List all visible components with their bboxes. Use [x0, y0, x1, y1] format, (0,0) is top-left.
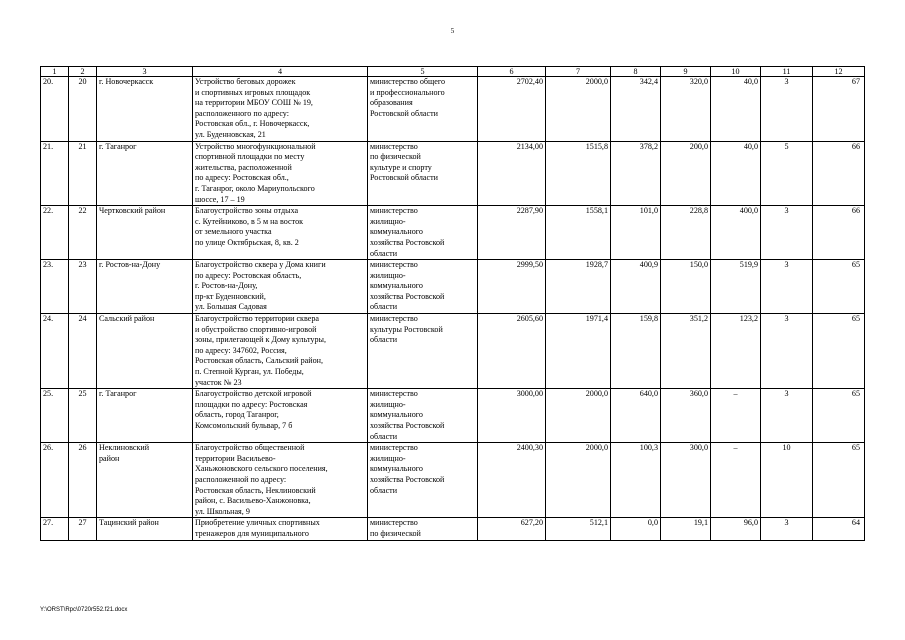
ministry-cell: министерство жилищно- коммунального хозяйства Ростовской области	[368, 260, 478, 314]
column-number: 7	[546, 67, 611, 77]
column-number: 12	[813, 67, 865, 77]
value-cell: 101,0	[611, 206, 661, 260]
project-cell: Устройство беговых дорожек и спортивных игровых площадок на территории МБОУ СОШ № 19, расположенного по адресу: Ростовская обл., г. Новочеркасск, ул. Буденновская, 21	[193, 77, 368, 142]
ministry-cell: министерство общего и профессионального образования Ростовской области	[368, 77, 478, 142]
value-cell: 2000,0	[546, 443, 611, 518]
row-number: 26.	[41, 443, 69, 518]
value-cell: 40,0	[711, 141, 761, 206]
value-cell: 519,9	[711, 260, 761, 314]
value-cell: 1971,4	[546, 314, 611, 389]
ministry-cell: министерство жилищно- коммунального хозяйства Ростовской области	[368, 206, 478, 260]
column-number: 1	[41, 67, 69, 77]
row-number: 24.	[41, 314, 69, 389]
value-cell: 300,0	[661, 443, 711, 518]
project-cell: Устройство многофункциональной спортивной площадки по месту жительства, расположенной по адресу: Ростовская обл., г. Таганрог, около Мариупольского шоссе, 17 – 19	[193, 141, 368, 206]
value-cell: 200,0	[661, 141, 711, 206]
row-number: 22.	[41, 206, 69, 260]
row-id: 26	[69, 443, 97, 518]
value-cell: 66	[813, 141, 865, 206]
value-cell: 400,0	[711, 206, 761, 260]
page-number: 5	[450, 27, 455, 35]
value-cell: 351,2	[661, 314, 711, 389]
project-cell: Благоустройство общественной территории Васильево- Ханьжоновского сельского поселения, расположенной по адресу: Ростовская область, Неклиновский район, с. Васильево-Ханжоновка, ул. Школьная, 9	[193, 443, 368, 518]
value-cell: 159,8	[611, 314, 661, 389]
value-cell: 65	[813, 260, 865, 314]
value-cell: 2000,0	[546, 77, 611, 142]
value-cell: 1558,1	[546, 206, 611, 260]
table-row	[41, 389, 865, 443]
column-number: 8	[611, 67, 661, 77]
value-cell: 3000,00	[478, 389, 546, 443]
column-number: 4	[193, 67, 368, 77]
district-cell: Сальский район	[97, 314, 193, 389]
value-cell: 19,1	[661, 518, 711, 540]
value-cell: 3	[761, 389, 813, 443]
row-number: 27.	[41, 518, 69, 540]
header-row	[41, 67, 865, 77]
ministry-cell: министерство культуры Ростовской области	[368, 314, 478, 389]
district-cell: Неклиновский район	[97, 443, 193, 518]
district-cell: г. Таганрог	[97, 389, 193, 443]
project-cell: Благоустройство детской игровой площадки по адресу: Ростовская область, город Таганрог, Комсомольский бульвар, 7 б	[193, 389, 368, 443]
column-number: 2	[69, 67, 97, 77]
table-row	[41, 260, 865, 314]
value-cell: 360,0	[661, 389, 711, 443]
ministry-cell: министерство жилищно- коммунального хозяйства Ростовской области	[368, 443, 478, 518]
value-cell: –	[711, 389, 761, 443]
value-cell: 2134,00	[478, 141, 546, 206]
ministry-cell: министерство по физической	[368, 518, 478, 540]
row-id: 25	[69, 389, 97, 443]
value-cell: 5	[761, 141, 813, 206]
district-cell: Тацинский район	[97, 518, 193, 540]
value-cell: 627,20	[478, 518, 546, 540]
value-cell: 10	[761, 443, 813, 518]
value-cell: 2400,30	[478, 443, 546, 518]
column-number: 10	[711, 67, 761, 77]
value-cell: 64	[813, 518, 865, 540]
ministry-cell: министерство жилищно- коммунального хозяйства Ростовской области	[368, 389, 478, 443]
value-cell: 3	[761, 518, 813, 540]
row-number: 20.	[41, 77, 69, 142]
column-number: 11	[761, 67, 813, 77]
value-cell: 3	[761, 77, 813, 142]
value-cell: 2999,50	[478, 260, 546, 314]
value-cell: 40,0	[711, 77, 761, 142]
ministry-cell: министерство по физической культуре и спорту Ростовской области	[368, 141, 478, 206]
value-cell: 640,0	[611, 389, 661, 443]
row-number: 23.	[41, 260, 69, 314]
value-cell: 66	[813, 206, 865, 260]
table-row	[41, 77, 865, 142]
value-cell: 96,0	[711, 518, 761, 540]
value-cell: 2000,0	[546, 389, 611, 443]
value-cell: –	[711, 443, 761, 518]
row-number: 25.	[41, 389, 69, 443]
project-cell: Благоустройство сквера у Дома книги по адресу: Ростовская область, г. Ростов-на-Дону, пр-кт Буденновский, ул. Большая Садовая	[193, 260, 368, 314]
data-table-container	[40, 66, 864, 541]
file-path-footer: Y:\ORST\Rpc\0720r552.f21.docx	[40, 607, 128, 613]
row-id: 21	[69, 141, 97, 206]
value-cell: 123,2	[711, 314, 761, 389]
row-id: 23	[69, 260, 97, 314]
value-cell: 1515,8	[546, 141, 611, 206]
table-row	[41, 141, 865, 206]
data-table	[40, 66, 865, 541]
value-cell: 65	[813, 314, 865, 389]
column-number: 9	[661, 67, 711, 77]
value-cell: 378,2	[611, 141, 661, 206]
district-cell: г. Таганрог	[97, 141, 193, 206]
table-row	[41, 206, 865, 260]
value-cell: 342,4	[611, 77, 661, 142]
district-cell: г. Ростов-на-Дону	[97, 260, 193, 314]
column-number: 5	[368, 67, 478, 77]
table-row	[41, 518, 865, 540]
value-cell: 228,8	[661, 206, 711, 260]
column-number: 3	[97, 67, 193, 77]
row-id: 27	[69, 518, 97, 540]
table-row	[41, 314, 865, 389]
value-cell: 100,3	[611, 443, 661, 518]
row-id: 22	[69, 206, 97, 260]
column-number: 6	[478, 67, 546, 77]
row-number: 21.	[41, 141, 69, 206]
row-id: 20	[69, 77, 97, 142]
value-cell: 3	[761, 206, 813, 260]
district-cell: г. Новочеркасск	[97, 77, 193, 142]
row-id: 24	[69, 314, 97, 389]
project-cell: Благоустройство зоны отдыха с. Кутейниково, в 5 м на восток от земельного участка по улице Октябрьская, 8, кв. 2	[193, 206, 368, 260]
value-cell: 0,0	[611, 518, 661, 540]
project-cell: Приобретение уличных спортивных тренажеров для муниципального	[193, 518, 368, 540]
project-cell: Благоустройство территории сквера и обустройство спортивно-игровой зоны, прилегающей к Дому культуры, по адресу: 347602, Россия, Ростовская область, Сальский район, п. Степной Курган, ул. Победы, участок № 23	[193, 314, 368, 389]
value-cell: 150,0	[661, 260, 711, 314]
value-cell: 65	[813, 443, 865, 518]
value-cell: 1928,7	[546, 260, 611, 314]
value-cell: 2605,60	[478, 314, 546, 389]
value-cell: 65	[813, 389, 865, 443]
value-cell: 67	[813, 77, 865, 142]
value-cell: 512,1	[546, 518, 611, 540]
value-cell: 400,9	[611, 260, 661, 314]
value-cell: 3	[761, 260, 813, 314]
value-cell: 2702,40	[478, 77, 546, 142]
value-cell: 2287,90	[478, 206, 546, 260]
value-cell: 3	[761, 314, 813, 389]
district-cell: Чертковский район	[97, 206, 193, 260]
table-row	[41, 443, 865, 518]
value-cell: 320,0	[661, 77, 711, 142]
